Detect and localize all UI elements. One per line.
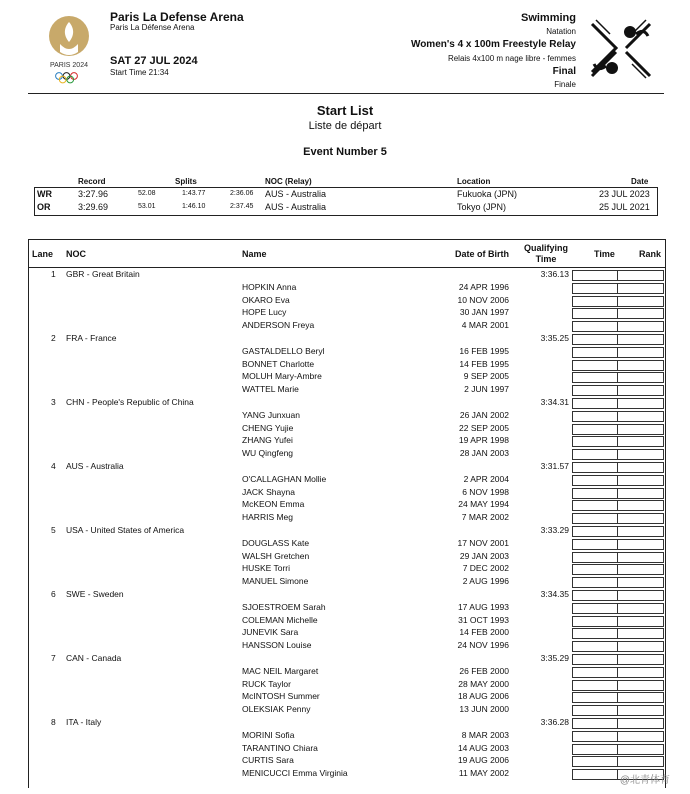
rank-cell <box>618 436 664 447</box>
col-qualifying-time: Time <box>535 254 557 264</box>
rank-cell <box>618 475 664 486</box>
time-cell <box>572 756 618 767</box>
time-cell <box>572 539 618 550</box>
athlete-name: HOPE Lucy <box>242 307 287 318</box>
athlete-name: MANUEL Simone <box>242 576 309 587</box>
time-cell <box>572 603 618 614</box>
rank-cell <box>618 628 664 639</box>
time-cell <box>572 462 618 473</box>
team-noc: AUS - Australia <box>66 461 124 471</box>
qualifying-time: 3:34.31 <box>540 397 569 407</box>
time-cell <box>572 718 618 729</box>
athlete-name: DOUGLASS Kate <box>242 537 310 548</box>
record-time: 3:29.69 <box>78 202 109 212</box>
qualifying-time: 3:34.35 <box>540 589 569 599</box>
page-title: Start List <box>316 103 374 118</box>
team-noc: FRA - France <box>66 333 117 343</box>
time-cell <box>572 411 618 422</box>
athlete-dob: 19 AUG 2006 <box>457 755 509 766</box>
rank-cell <box>618 680 664 691</box>
time-cell <box>572 744 618 755</box>
rank-cell <box>618 411 664 422</box>
athlete-dob: 22 SEP 2005 <box>459 422 509 433</box>
lane-number: 2 <box>51 333 56 343</box>
athlete-dob: 14 FEB 1995 <box>459 358 509 369</box>
athlete-name: COLEMAN Michelle <box>242 614 318 625</box>
athlete-dob: 10 NOV 2006 <box>457 294 509 305</box>
athlete-dob: 18 AUG 2006 <box>457 691 509 702</box>
athlete-name: MORINI Sofia <box>242 729 295 740</box>
athlete-dob: 30 JAN 1997 <box>459 307 509 318</box>
qualifying-time: 3:31.57 <box>540 461 569 471</box>
athlete-name: SJOESTROEM Sarah <box>242 601 326 612</box>
start-time: Start Time 21:34 <box>110 68 169 77</box>
time-cell <box>572 270 618 281</box>
rank-cell <box>618 488 664 499</box>
rank-cell <box>618 449 664 460</box>
time-cell <box>572 577 618 588</box>
rank-cell <box>618 296 664 307</box>
qualifying-time: 3:36.28 <box>540 717 569 727</box>
athlete-name: MOLUH Mary-Ambre <box>242 371 322 382</box>
watermark: @北青体育 <box>619 775 670 786</box>
athlete-dob: 16 FEB 1995 <box>459 345 509 356</box>
record-split-2: 1:43.77 <box>182 190 206 197</box>
time-cell <box>572 500 618 511</box>
lane-number: 7 <box>51 653 56 663</box>
time-cell <box>572 705 618 716</box>
rank-cell <box>618 756 664 767</box>
rank-cell <box>618 705 664 716</box>
athlete-dob: 14 AUG 2003 <box>457 742 509 753</box>
time-cell <box>572 449 618 460</box>
rank-cell <box>618 590 664 601</box>
time-cell <box>572 654 618 665</box>
time-cell <box>572 321 618 332</box>
athlete-dob: 14 FEB 2000 <box>459 627 509 638</box>
athlete-dob: 7 DEC 2002 <box>462 563 509 574</box>
athlete-dob: 17 NOV 2001 <box>457 537 509 548</box>
record-location: Tokyo (JPN) <box>457 202 507 212</box>
athlete-name: RUCK Taylor <box>242 678 291 689</box>
rank-cell <box>618 398 664 409</box>
rank-cell <box>618 539 664 550</box>
athlete-dob: 24 MAY 1994 <box>458 499 509 510</box>
swimming-pictogram-icon <box>586 18 656 80</box>
lane-number: 3 <box>51 397 56 407</box>
lane-number: 1 <box>51 269 56 279</box>
qualifying-time: 3:36.13 <box>540 269 569 279</box>
athlete-name: McINTOSH Summer <box>242 691 320 702</box>
athlete-dob: 24 APR 1996 <box>458 281 509 292</box>
record-location: Fukuoka (JPN) <box>457 189 518 199</box>
athlete-dob: 29 JAN 2003 <box>459 550 509 561</box>
rank-cell <box>618 270 664 281</box>
athlete-name: McKEON Emma <box>242 499 305 510</box>
athlete-dob: 7 MAR 2002 <box>461 512 509 523</box>
athlete-name: OKARO Eva <box>242 294 290 305</box>
rank-cell <box>618 616 664 627</box>
time-cell <box>572 590 618 601</box>
athlete-name: HOPKIN Anna <box>242 281 297 292</box>
rank-cell <box>618 526 664 537</box>
rank-cell <box>618 334 664 345</box>
athlete-dob: 2 JUN 1997 <box>464 384 509 395</box>
rank-cell <box>618 552 664 563</box>
start-list-table <box>28 239 666 788</box>
athlete-name: CHENG Yujie <box>242 422 294 433</box>
col-lane: Lane <box>32 249 54 259</box>
time-cell <box>572 308 618 319</box>
time-cell <box>572 296 618 307</box>
col-time: Time <box>594 249 615 259</box>
athlete-dob: 8 MAR 2003 <box>461 729 509 740</box>
record-split-3: 2:37.45 <box>230 203 254 210</box>
record-type: OR <box>37 202 51 212</box>
rank-cell <box>618 731 664 742</box>
event-date: SAT 27 JUL 2024 <box>110 55 198 67</box>
lane-number: 5 <box>51 525 56 535</box>
col-dob: Date of Birth <box>455 249 509 259</box>
phase: Final <box>552 66 576 77</box>
time-cell <box>572 552 618 563</box>
rank-cell <box>618 654 664 665</box>
col-qualifying: Qualifying <box>523 243 568 253</box>
time-cell <box>572 475 618 486</box>
start-list-header <box>29 240 665 268</box>
record-date: 25 JUL 2021 <box>599 202 650 212</box>
header-divider <box>28 93 664 94</box>
venue-name-fr: Paris La Défense Arena <box>110 23 195 32</box>
time-cell <box>572 283 618 294</box>
records-header-splits: Splits <box>175 177 197 186</box>
athlete-dob: 2 APR 2004 <box>463 473 509 484</box>
record-noc: AUS - Australia <box>265 189 327 199</box>
event-title-fr: Relais 4x100 m nage libre - femmes <box>447 54 576 63</box>
time-cell <box>572 692 618 703</box>
rank-cell <box>618 564 664 575</box>
athlete-name: HARRIS Meg <box>242 512 294 523</box>
records-header-noc: NOC (Relay) <box>265 177 312 186</box>
athlete-name: CURTIS Sara <box>242 755 294 766</box>
athlete-name: O'CALLAGHAN Mollie <box>242 473 327 484</box>
athlete-name: OLEKSIAK Penny <box>242 704 311 715</box>
record-split-3: 2:36.06 <box>230 190 254 197</box>
time-cell <box>572 334 618 345</box>
record-split-1: 53.01 <box>138 203 156 210</box>
rank-cell <box>618 360 664 371</box>
athlete-dob: 2 AUG 1996 <box>462 576 509 587</box>
athlete-dob: 26 FEB 2000 <box>459 665 509 676</box>
event-number: Event Number 5 <box>303 146 387 158</box>
rank-cell <box>618 718 664 729</box>
time-cell <box>572 488 618 499</box>
athlete-dob: 24 NOV 1996 <box>457 640 509 651</box>
record-row-or <box>34 202 658 215</box>
sport-name-fr: Natation <box>546 27 576 36</box>
athlete-dob: 31 OCT 1993 <box>458 614 509 625</box>
rank-cell <box>618 424 664 435</box>
record-type: WR <box>37 189 52 199</box>
col-name: Name <box>242 249 267 259</box>
venue-name: Paris La Defense Arena <box>110 10 244 24</box>
rank-cell <box>618 347 664 358</box>
athlete-name: MAC NEIL Margaret <box>242 665 319 676</box>
col-rank: Rank <box>639 249 662 259</box>
time-cell <box>572 667 618 678</box>
qualifying-time: 3:33.29 <box>540 525 569 535</box>
athlete-name: YANG Junxuan <box>242 409 300 420</box>
team-noc: SWE - Sweden <box>66 589 124 599</box>
paris-2024-logo-icon <box>44 14 94 86</box>
athlete-name: BONNET Charlotte <box>242 358 315 369</box>
time-cell <box>572 628 618 639</box>
records-header-record: Record <box>78 177 106 186</box>
lane-number: 4 <box>51 461 56 471</box>
logo-text: PARIS 2024 <box>49 62 89 69</box>
athlete-dob: 17 AUG 1993 <box>457 601 509 612</box>
athlete-name: TARANTINO Chiara <box>242 742 318 753</box>
record-split-1: 52.08 <box>138 190 156 197</box>
lane-number: 8 <box>51 717 56 727</box>
athlete-name: JUNEVIK Sara <box>242 627 299 638</box>
rank-cell <box>618 308 664 319</box>
qualifying-time: 3:35.25 <box>540 333 569 343</box>
athlete-name: HUSKE Torri <box>242 563 291 574</box>
rank-cell <box>618 577 664 588</box>
team-noc: USA - United States of America <box>66 525 185 535</box>
rank-cell <box>618 500 664 511</box>
time-cell <box>572 769 618 780</box>
athlete-dob: 6 NOV 1998 <box>462 486 509 497</box>
event-title: Women's 4 x 100m Freestyle Relay <box>410 39 576 50</box>
record-noc: AUS - Australia <box>265 202 327 212</box>
athlete-dob: 28 MAY 2000 <box>458 678 509 689</box>
time-cell <box>572 526 618 537</box>
page-title-fr: Liste de départ <box>308 120 382 132</box>
records-table <box>34 175 658 215</box>
time-cell <box>572 731 618 742</box>
record-row-wr <box>34 189 658 202</box>
time-cell <box>572 616 618 627</box>
time-cell <box>572 372 618 383</box>
time-cell <box>572 398 618 409</box>
athlete-dob: 11 MAY 2002 <box>458 768 509 779</box>
athlete-name: HANSSON Louise <box>242 640 312 651</box>
time-cell <box>572 385 618 396</box>
records-header-date: Date <box>631 177 649 186</box>
rank-cell <box>618 283 664 294</box>
athlete-dob: 26 JAN 2002 <box>459 409 509 420</box>
athlete-name: ANDERSON Freya <box>242 320 315 331</box>
rank-cell <box>618 744 664 755</box>
sport-name: Swimming <box>520 12 576 24</box>
record-date: 23 JUL 2023 <box>599 189 650 199</box>
athlete-dob: 19 APR 1998 <box>458 435 509 446</box>
rank-cell <box>618 692 664 703</box>
team-noc: CHN - People's Republic of China <box>66 397 194 407</box>
rank-cell <box>618 385 664 396</box>
time-cell <box>572 641 618 652</box>
athlete-dob: 4 MAR 2001 <box>461 320 509 331</box>
team-noc: ITA - Italy <box>66 717 102 727</box>
time-cell <box>572 424 618 435</box>
phase-fr: Finale <box>554 80 576 89</box>
time-cell <box>572 680 618 691</box>
time-cell <box>572 347 618 358</box>
rank-cell <box>618 641 664 652</box>
record-time: 3:27.96 <box>78 189 109 199</box>
rank-cell <box>618 603 664 614</box>
time-cell <box>572 436 618 447</box>
athlete-dob: 13 JUN 2000 <box>459 704 509 715</box>
athlete-name: GASTALDELLO Beryl <box>242 345 325 356</box>
athlete-dob: 9 SEP 2005 <box>463 371 509 382</box>
lane-number: 6 <box>51 589 56 599</box>
record-split-2: 1:46.10 <box>182 203 206 210</box>
rank-cell <box>618 321 664 332</box>
athlete-name: WALSH Gretchen <box>242 550 310 561</box>
rank-cell <box>618 667 664 678</box>
athlete-name: WATTEL Marie <box>242 384 299 395</box>
rank-cell <box>618 462 664 473</box>
team-noc: CAN - Canada <box>66 653 122 663</box>
time-cell <box>572 360 618 371</box>
athlete-name: MENICUCCI Emma Virginia <box>242 768 348 779</box>
athlete-name: WU Qingfeng <box>242 448 294 459</box>
col-noc: NOC <box>66 249 86 259</box>
time-cell <box>572 513 618 524</box>
rank-cell <box>618 513 664 524</box>
qualifying-time: 3:35.29 <box>540 653 569 663</box>
athlete-name: JACK Shayna <box>242 486 295 497</box>
athlete-name: ZHANG Yufei <box>242 435 293 446</box>
records-header-location: Location <box>457 177 491 186</box>
athlete-dob: 28 JAN 2003 <box>459 448 509 459</box>
team-noc: GBR - Great Britain <box>66 269 140 279</box>
rank-cell <box>618 372 664 383</box>
time-cell <box>572 564 618 575</box>
